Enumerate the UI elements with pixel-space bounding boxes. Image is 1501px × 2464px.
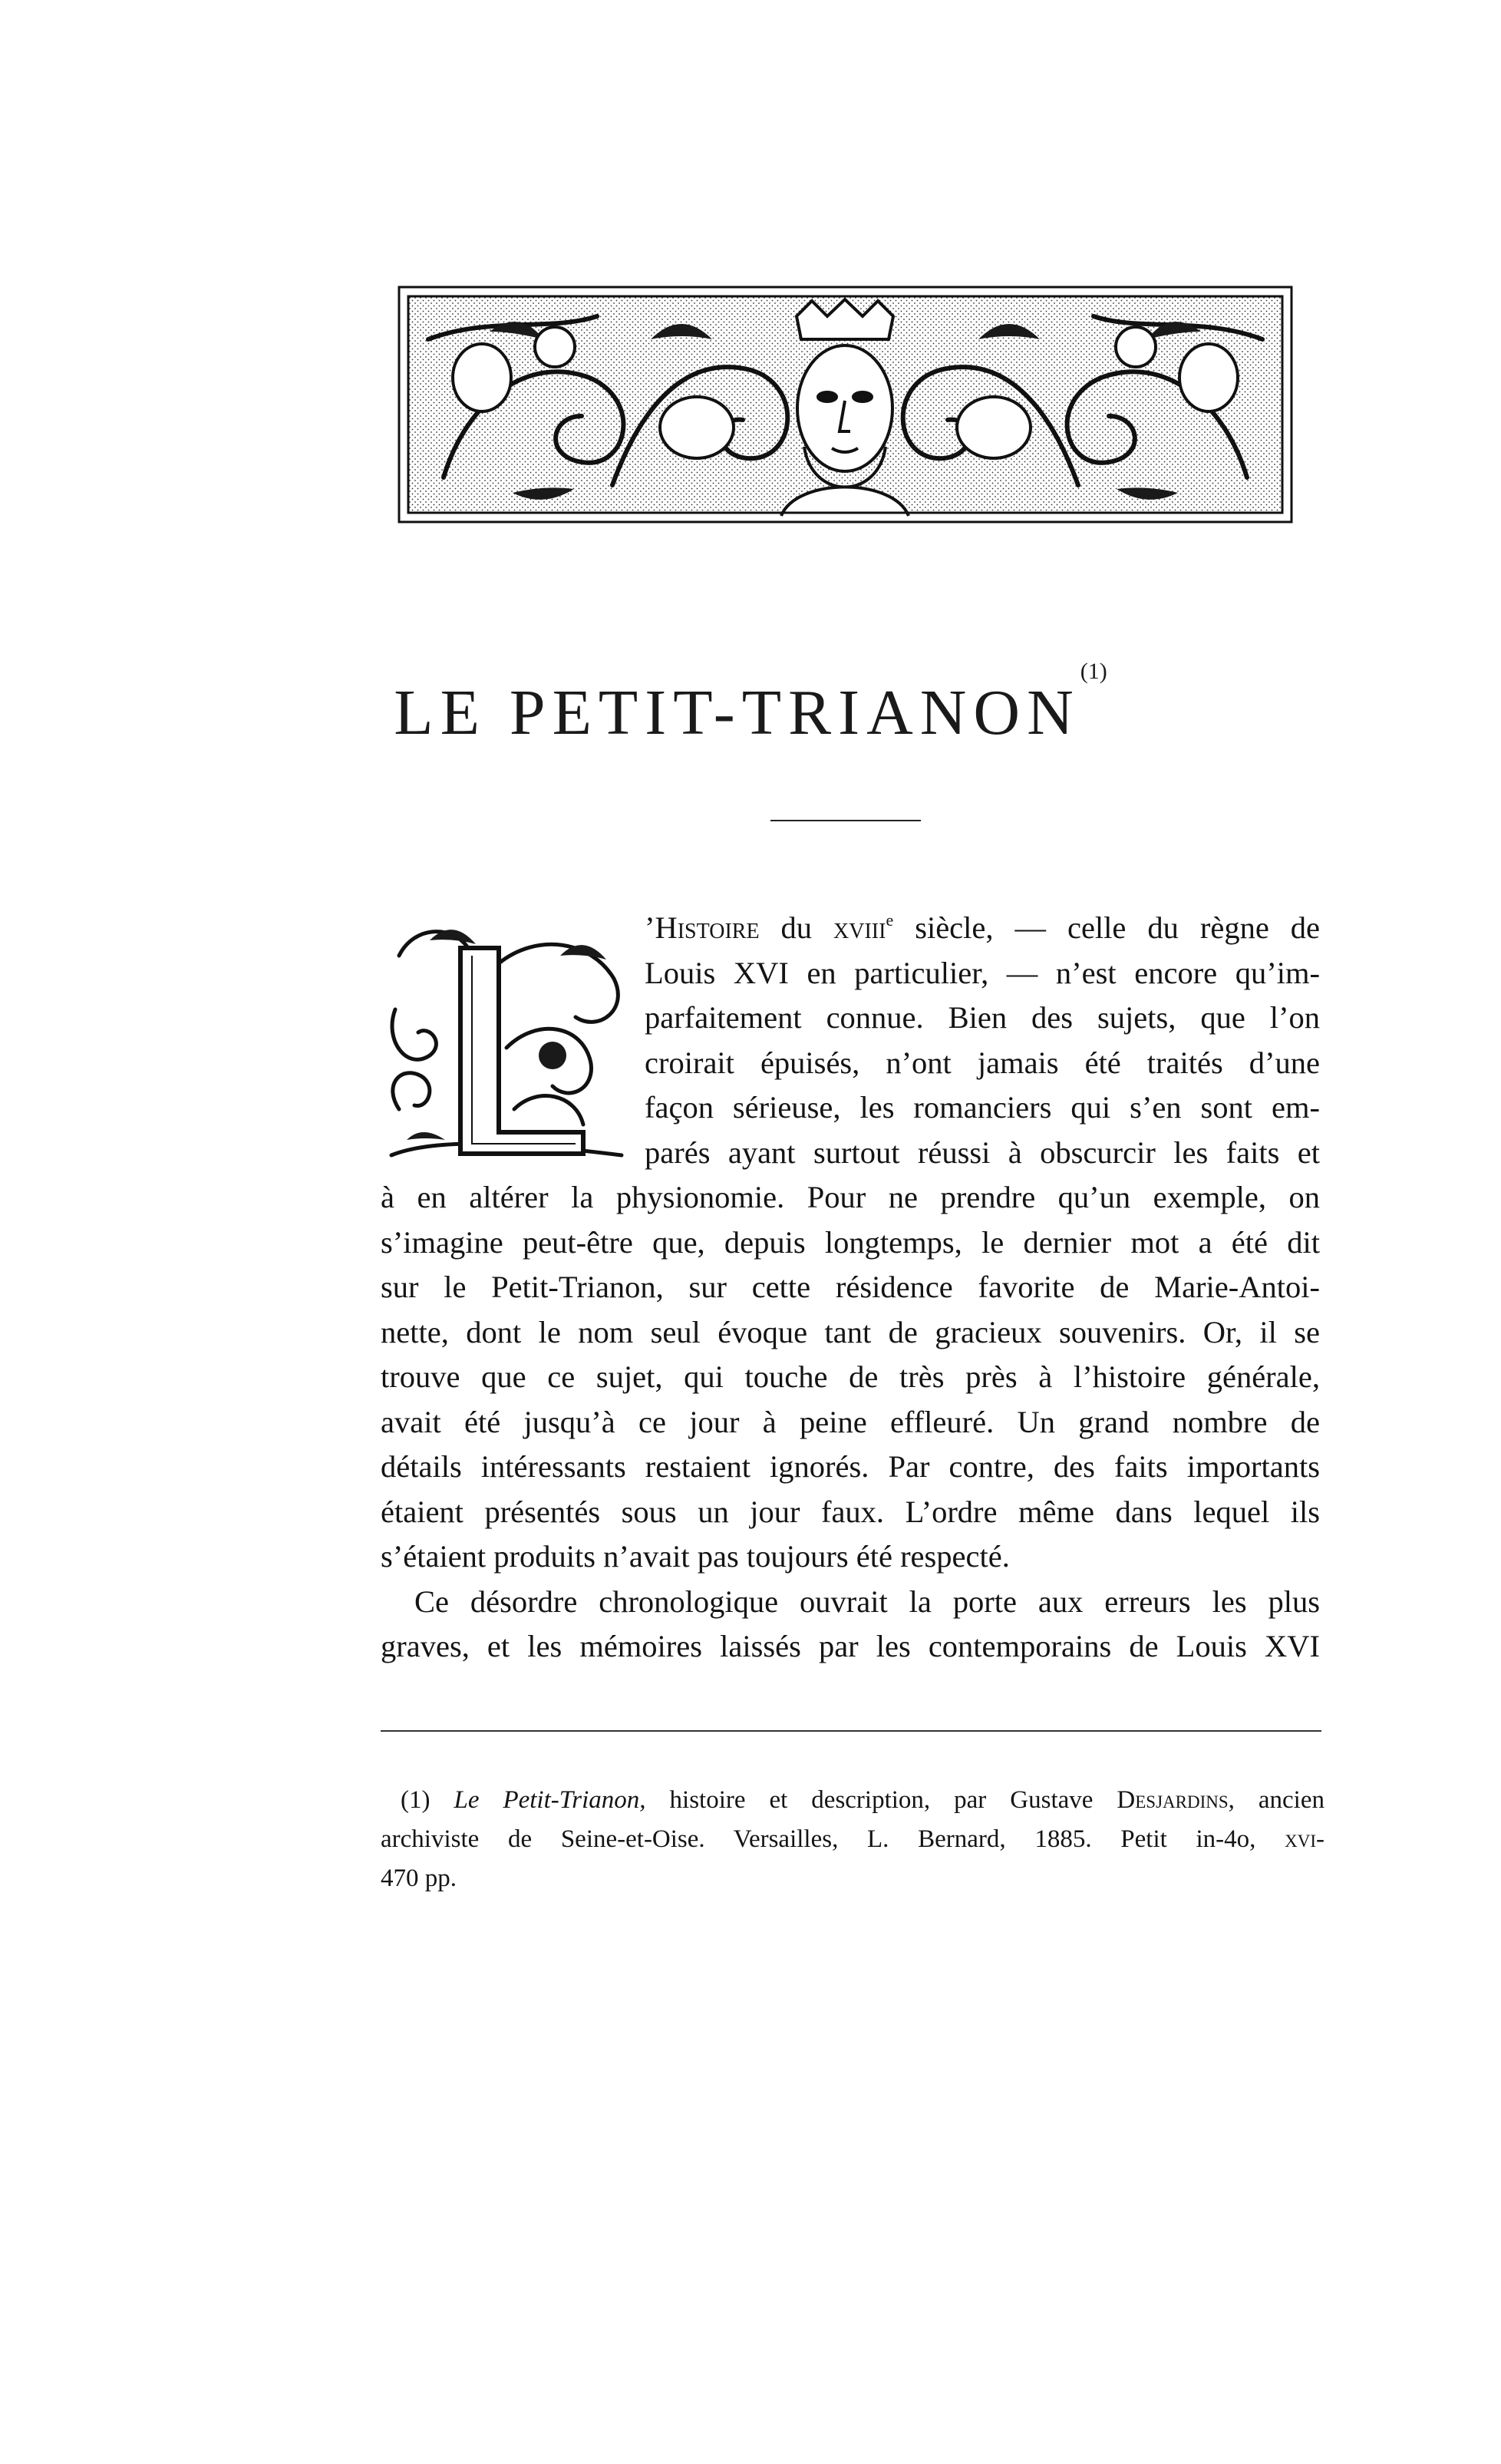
- title-rule: [770, 820, 921, 821]
- footnote-line-1: (1) Le Petit-Trianon, histoire et description, par Gustave Desjardins, ancien: [401, 1786, 1325, 1814]
- page-title: [0, 659, 1501, 750]
- title-text: LE PETIT-TRIANON: [394, 677, 1080, 748]
- body-line-8: s’imagine peut-être que, depuis longtemps, le dernier mot a été dit: [381, 1224, 1320, 1260]
- body-line-15: s’étaient produits n’avait pas toujours été respecté.: [381, 1539, 1010, 1574]
- body-line-7: à en altérer la physionomie. Pour ne prendre qu’un exemple, on: [381, 1180, 1320, 1214]
- footnote-rule: [381, 1730, 1321, 1732]
- headpiece-ornament: [398, 286, 1293, 524]
- body-line-9: sur le Petit-Trianon, sur cette résidence favorite de Marie-Antoi-: [381, 1270, 1320, 1304]
- body-line-3: parfaitement connue. Bien des sujets, que l’on: [645, 1000, 1320, 1035]
- headpiece-engraving: [398, 286, 1293, 524]
- body-line-2: Louis XVI en particulier, — n’est encore qu’im-: [645, 955, 1320, 990]
- body-line-13: détails intéressants restaient ignorés. Par contre, des faits importants: [381, 1449, 1320, 1484]
- body-line-4: croirait épuisés, n’ont jamais été traités d’une: [645, 1045, 1320, 1080]
- body-line-10: nette, dont le nom seul évoque tant de gracieux souvenirs. Or, il se: [381, 1314, 1320, 1349]
- body-line-5: façon sérieuse, les romanciers qui s’en sont em-: [645, 1090, 1320, 1125]
- body-line-16: Ce désordre chronologique ouvrait la porte aux erreurs les plus: [414, 1584, 1320, 1619]
- body-line-11: trouve que ce sujet, qui touche de très près à l’histoire générale,: [381, 1359, 1320, 1394]
- body-line-12: avait été jusqu’à ce jour à peine effleuré. Un grand nombre de: [381, 1404, 1320, 1439]
- body-line-6: parés ayant surtout réussi à obscurcir les faits et: [645, 1135, 1320, 1170]
- footnote-line-3: 470 pp.: [381, 1865, 457, 1892]
- body-line-14: étaient présentés sous un jour faux. L’ordre même dans lequel ils: [381, 1494, 1320, 1529]
- body-text: [381, 906, 1320, 1670]
- body-line-1: ’Histoire du xviii$^e$ siècle, — celle du règne de: [645, 910, 1321, 945]
- body-line-17: graves, et les mémoires laissés par les contemporains de Louis XVI: [381, 1629, 1320, 1663]
- footnote-line-2: archiviste de Seine-et-Oise. Versailles, L. Bernard, 1885. Petit in-4o, xvi-: [381, 1825, 1325, 1853]
- footnote: [381, 1781, 1325, 1898]
- title-note-mark[interactable]: (1): [1080, 659, 1107, 684]
